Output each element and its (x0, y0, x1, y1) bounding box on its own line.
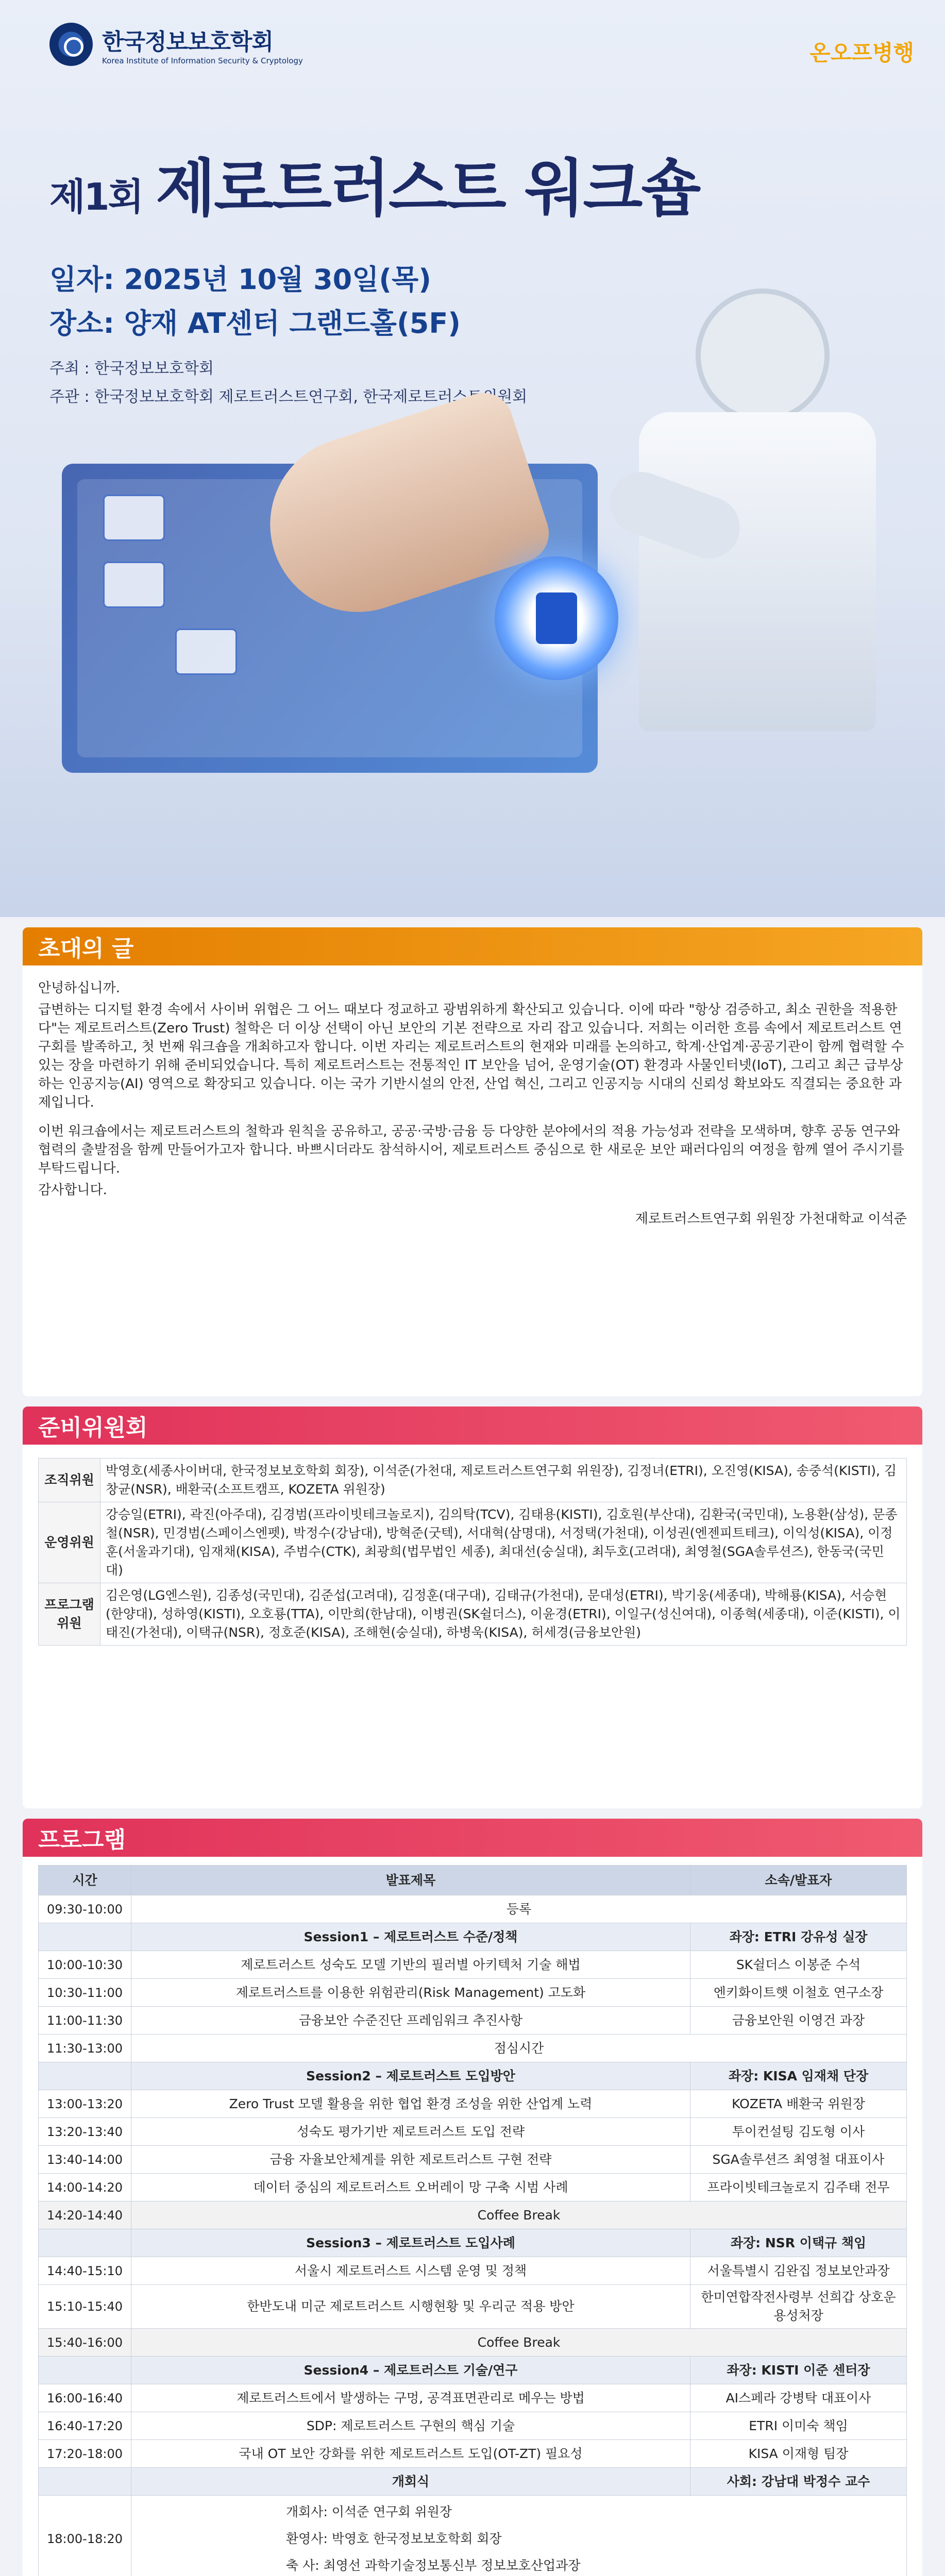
program-session-title: 개회식 (131, 2468, 690, 2496)
program-time: 15:10-15:40 (39, 2285, 131, 2329)
program-session-chair: 좌장: ETRI 강유성 실장 (690, 1923, 907, 1951)
program-talk-title: 제로트러스트에서 발생하는 구멍, 공격표면관리로 메우는 방법 (131, 2384, 690, 2412)
col-speaker-header: 소속/발표자 (690, 1866, 907, 1895)
program-time: 16:40-17:20 (39, 2412, 131, 2440)
society-seal-icon (49, 23, 93, 66)
program-item: Coffee Break (131, 2201, 907, 2229)
program-time: 09:30-10:00 (39, 1895, 131, 1923)
committee-members: 박영호(세종사이버대, 한국정보보호학회 회장), 이석준(가천대, 제로트러스트연구회 위원장), 김정녀(ETRI), 오진영(KISA), 송중석(KISTI), 김창균(NSR), 배환국(소프트캠프, KOZETA 위원장) (100, 1459, 907, 1502)
program-row (39, 2035, 907, 2062)
event-title-main: 제로트러스트 워크숍 (156, 153, 700, 225)
program-row (39, 2285, 907, 2329)
program-session-title: Session1 – 제로트러스트 수준/정책 (131, 1923, 690, 1951)
program-item: 점심시간 (131, 2035, 907, 2062)
program-talk-title: 제로트러스트 성숙도 모델 기반의 필러별 아키텍처 기술 해법 (131, 1951, 690, 1979)
program-session-chair: 사회: 강남대 박정수 교수 (690, 2468, 907, 2496)
opening-line: 환영사: 박영호 한국정보보호학회 회장 (286, 2531, 502, 2546)
program-row (39, 1923, 907, 1951)
program-row (39, 2201, 907, 2229)
program-talk-title: 데이터 중심의 제로트러스트 오버레이 망 구축 시범 사례 (131, 2174, 690, 2201)
opening-line: 개회사: 이석준 연구회 위원장 (286, 2504, 452, 2519)
program-session-blank (39, 2229, 131, 2257)
invitation-greeting: 안녕하십니까. (38, 980, 120, 996)
org-name-en: Korea Institute of Information Security & Cryptology (102, 56, 303, 65)
program-time: 13:40-14:00 (39, 2146, 131, 2174)
committee-row (39, 1583, 907, 1646)
program-talk-title: 성숙도 평가기반 제로트러스트 도입 전략 (131, 2118, 690, 2146)
program-session-title: Session2 – 제로트러스트 도입방안 (131, 2062, 690, 2090)
program-talk-title: 제로트러스트를 이용한 위험관리(Risk Management) 고도화 (131, 1979, 690, 2007)
program-time: 16:00-16:40 (39, 2384, 131, 2412)
program-row (39, 2007, 907, 2035)
document-card-icon (103, 562, 165, 608)
robot-illustration (608, 289, 876, 855)
program-speaker: ETRI 이미숙 책임 (690, 2412, 907, 2440)
program-time: 11:00-11:30 (39, 2007, 131, 2035)
program-session-title: Session4 – 제로트러스트 기술/연구 (131, 2357, 690, 2384)
col-time-header: 시간 (39, 1866, 131, 1895)
program-row (39, 2329, 907, 2357)
program-session-blank (39, 2357, 131, 2384)
program-speaker: 금융보안원 이영건 과장 (690, 2007, 907, 2035)
program-row (39, 2090, 907, 2118)
invitation-thanks: 감사합니다. (38, 1182, 107, 1198)
event-host: 주최 : 한국정보보호학회 (49, 360, 214, 378)
header-logo (49, 23, 303, 66)
invitation-section (23, 927, 922, 1396)
program-speaker: AI스페라 강병탁 대표이사 (690, 2384, 907, 2412)
program-session-chair: 좌장: KISTI 이준 센터장 (690, 2357, 907, 2384)
committee-heading: 준비위원회 (23, 1406, 922, 1445)
program-time: 14:20-14:40 (39, 2201, 131, 2229)
program-time: 17:20-18:00 (39, 2440, 131, 2468)
program-row (39, 2468, 907, 2496)
program-row (39, 2118, 907, 2146)
program-talk-title: 서울시 제로트러스트 시스템 운영 및 정책 (131, 2257, 690, 2285)
program-time: 10:30-11:00 (39, 1979, 131, 2007)
user-card-icon (175, 629, 237, 675)
program-speaker: SGA솔루션즈 최영철 대표이사 (690, 2146, 907, 2174)
program-time: 11:30-13:00 (39, 2035, 131, 2062)
committee-members: 강승일(ETRI), 곽진(아주대), 김경범(프라이빗테크놀로지), 김의탁(TCV), 김태용(KISTI), 김호원(부산대), 김환국(국민대), 노용환(삼성), 문종철(NSR), 민경범(스페이스엔펫), 박정수(강남대), 방혁준(굿텍), 서대혁(삼명대), 서정택(가천대), 이성권(엔젠피트테크), 이익성(KISA), 이정훈(서울과기대), 임재채(KISA), 주범수(CTK), 최광희(법무법인 세종), 최대선(숭실대), 최두호(고려대), 최영철(SGA솔루션즈), 한동국(국민대) (100, 1502, 907, 1583)
program-speaker: 투이컨설팅 김도형 이사 (690, 2118, 907, 2146)
program-speaker: SK쉴더스 이봉준 수석 (690, 1951, 907, 1979)
program-session-chair: 좌장: NSR 이택규 책임 (690, 2229, 907, 2257)
event-venue: 장소: 양재 AT센터 그랜드홀(5F) (49, 307, 461, 340)
hero-banner (0, 0, 945, 917)
committee-role: 운영위원 (39, 1502, 100, 1583)
program-time: 13:00-13:20 (39, 2090, 131, 2118)
program-session-chair: 좌장: KISA 임재채 단장 (690, 2062, 907, 2090)
program-time: 13:20-13:40 (39, 2118, 131, 2146)
program-row (39, 2146, 907, 2174)
org-name-kr: 한국정보보호학회 (102, 29, 274, 55)
committee-section (23, 1406, 922, 1808)
program-session-blank (39, 2468, 131, 2496)
program-row (39, 2229, 907, 2257)
program-item: 등록 (131, 1895, 907, 1923)
program-speaker: 서울특별시 김완집 정보보안과장 (690, 2257, 907, 2285)
invitation-signature: 제로트러스트연구회 위원장 가천대학교 이석준 (635, 1211, 907, 1227)
program-time: 10:00-10:30 (39, 1951, 131, 1979)
committee-table (38, 1458, 907, 1646)
program-talk-title: 금융 자율보안체계를 위한 제로트러스트 구현 전략 (131, 2146, 690, 2174)
program-row (39, 1979, 907, 2007)
program-row (39, 1951, 907, 1979)
program-session-blank (39, 2062, 131, 2090)
program-row (39, 2384, 907, 2412)
program-speaker: 엔키화이트햇 이철호 연구소장 (690, 1979, 907, 2007)
program-row (39, 2062, 907, 2090)
hybrid-badge: 온오프병행 (809, 40, 914, 65)
program-speaker: 한미연합작전사령부 선희갑 상호운용성처장 (690, 2285, 907, 2329)
invitation-paragraph-1: 급변하는 디지털 환경 속에서 사이버 위협은 그 어느 때보다 정교하고 광범위하게 확산되고 있습니다. 이에 따라 "항상 검증하고, 최소 권한을 적용한다"는 제로트러스트(Zero Trust) 철학은 더 이상 선택이 아닌 보안의 기본 전략으로 자리 잡고 있습니다. 저희는 이러한 흐름 속에서 제로트러스트 연구회를 발족하고, 첫 번째 워크숍을 개최하고자 합니다. 이번 자리는 제로트러스트의 현재와 미래를 논의하고, 학계·산업계·공공기관이 함께 협력할 수 있는 장을 마련하기 위해 준비되었습니다. 특히 제로트러스트는 전통적인 IT 보안을 넘어, 운영기술(OT) 환경과 사물인터넷(IoT), 그리고 최근 급부상하는 인공지능(AI) 영역으로 확장되고 있습니다. 이는 국가 기반시설의 안전, 산업 혁신, 그리고 인공지능 시대의 신뢰성 확보와도 직결되는 중요한 과제입니다. (38, 1002, 904, 1110)
lock-icon (495, 556, 618, 680)
event-title-prefix: 제1회 (49, 175, 143, 218)
program-talk-title: 한반도내 미군 제로트러스트 시행현황 및 우리군 적용 방안 (131, 2285, 690, 2329)
event-date: 일자: 2025년 10월 30일(목) (49, 263, 431, 296)
program-row (39, 2357, 907, 2384)
committee-row (39, 1459, 907, 1502)
program-speaker: KISA 이재형 팀장 (690, 2440, 907, 2468)
committee-members: 김은영(LG엔스원), 김종성(국민대), 김준섭(고려대), 김정훈(대구대), 김태규(가천대), 문대성(ETRI), 박기웅(세종대), 박해룡(KISA), 서승현(한양대), 성하영(KISTI), 오호룡(TTA), 이만희(한남대), 이병권(SK쉴더스), 이윤경(ETRI), 이일구(성신여대), 이종혁(세종대), 이준(KISTI), 이태진(가천대), 이택규(NSR), 정호준(KISA), 조해현(숭실대), 하병욱(KISA), 허세경(금융보안원) (100, 1583, 907, 1646)
program-table (38, 1865, 907, 2576)
program-speaker: 프라이빗테크놀로지 김주태 전무 (690, 2174, 907, 2201)
committee-row (39, 1502, 907, 1583)
program-talk-title: Zero Trust 모델 활용을 위한 협업 환경 조성을 위한 산업계 노력 (131, 2090, 690, 2118)
committee-role: 프로그램위원 (39, 1583, 100, 1646)
program-item: Coffee Break (131, 2329, 907, 2357)
program-time: 15:40-16:00 (39, 2329, 131, 2357)
col-title-header: 발표제목 (131, 1866, 690, 1895)
program-talk-title: 금융보안 수준진단 프레임워크 추진사항 (131, 2007, 690, 2035)
event-organizer: 주관 : 한국정보보호학회 제로트러스트연구회, 한국제로트러스트위원회 (49, 388, 528, 406)
invitation-heading: 초대의 글 (23, 927, 922, 965)
chart-card-icon (103, 495, 165, 541)
committee-role: 조직위원 (39, 1459, 100, 1502)
program-talk-title: SDP: 제로트러스트 구현의 핵심 기술 (131, 2412, 690, 2440)
program-time: 14:00-14:20 (39, 2174, 131, 2201)
program-row (39, 2440, 907, 2468)
program-time: 14:40-15:10 (39, 2257, 131, 2285)
program-session-blank (39, 1923, 131, 1951)
event-title (49, 139, 699, 228)
program-section (23, 1819, 922, 2576)
program-row (39, 2174, 907, 2201)
program-row (39, 1895, 907, 1923)
program-talk-title: 국내 OT 보안 강화를 위한 제로트러스트 도입(OT-ZT) 필요성 (131, 2440, 690, 2468)
program-row (39, 2412, 907, 2440)
program-row (39, 2496, 907, 2576)
opening-line: 축 사: 최영선 과학기술정보통신부 정보보호산업과장 (286, 2558, 581, 2573)
program-opening-lines (131, 2496, 907, 2576)
invitation-paragraph-2: 이번 워크숍에서는 제로트러스트의 철학과 원칙을 공유하고, 공공·국방·금융 등 다양한 분야에서의 적용 가능성과 전략을 모색하며, 향후 공동 연구와 협력의 출발점을 함께 만들어가고자 합니다. 바쁘시더라도 참석하시어, 제로트러스트 중심으로 한 새로운 보안 패러다임의 여정을 함께 열어 주시기를 부탁드립니다. (38, 1124, 904, 1176)
program-time: 18:00-18:20 (39, 2496, 131, 2576)
program-heading: 프로그램 (23, 1819, 922, 1857)
program-session-title: Session3 – 제로트러스트 도입사례 (131, 2229, 690, 2257)
program-row (39, 2257, 907, 2285)
program-speaker: KOZETA 배환국 위원장 (690, 2090, 907, 2118)
